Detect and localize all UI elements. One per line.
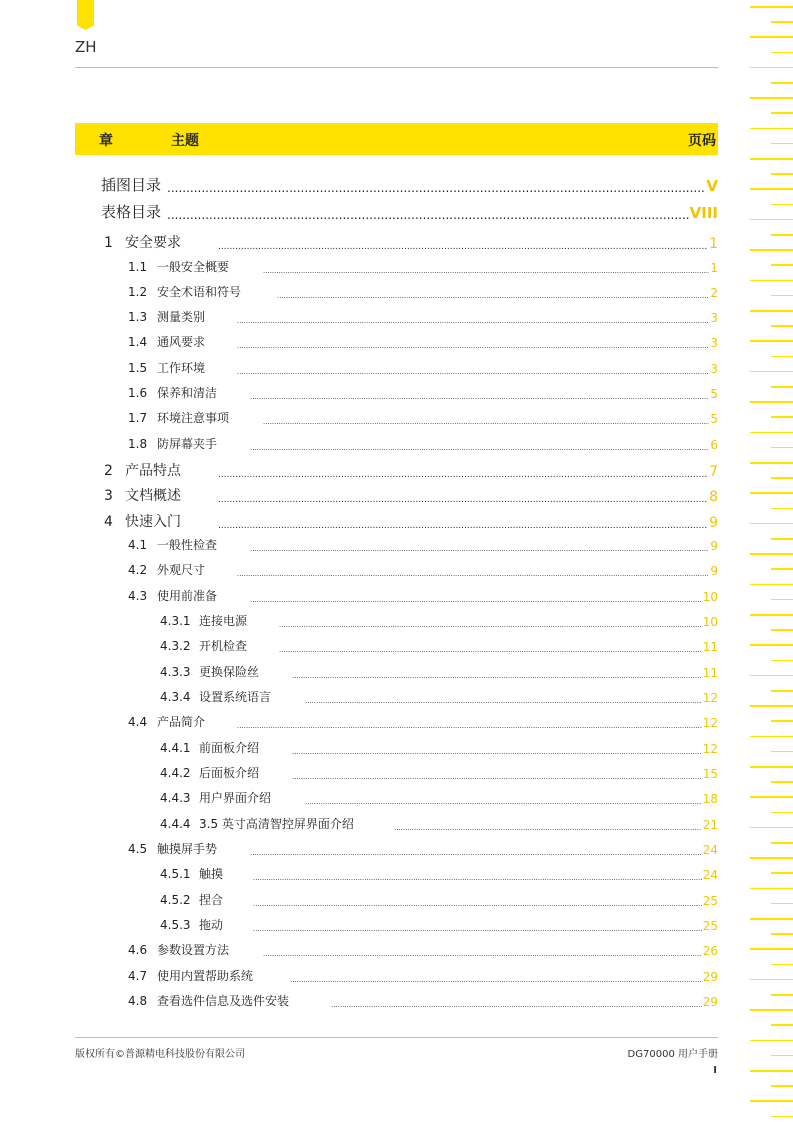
toc-entry-page: 24 xyxy=(702,868,718,882)
toc-entry-title: 设置系统语言 xyxy=(199,690,272,704)
ruler-tick xyxy=(771,82,793,84)
ruler-tick xyxy=(771,264,793,266)
toc-entry-page: 5 xyxy=(710,412,718,426)
toc-chapter-entry[interactable] xyxy=(104,460,718,480)
toc-entry-title: 外观尺寸 xyxy=(157,563,206,577)
toc-leader-dots xyxy=(237,342,709,350)
toc-header-bar xyxy=(75,123,718,155)
toc-entry-number: 4.4.1 xyxy=(160,741,191,755)
toc-entry-title: 前面板介绍 xyxy=(199,741,260,755)
toc-entry-page: 9 xyxy=(710,564,718,578)
toc-entry-number: 4.3.2 xyxy=(160,639,191,653)
toc-section-entry[interactable] xyxy=(128,435,718,452)
toc-entry-title: 连接电源 xyxy=(199,614,248,628)
ruler-tick xyxy=(771,690,793,692)
toc-entry-page: VIII xyxy=(689,204,718,222)
ruler-tick xyxy=(750,219,793,221)
toc-header-page: 页码 xyxy=(688,133,716,149)
toc-section-entry[interactable] xyxy=(128,941,718,958)
ruler-tick xyxy=(771,173,793,175)
toc-section-entry[interactable] xyxy=(128,587,718,604)
toc-subsection-entry[interactable] xyxy=(160,916,718,933)
toc-entry-title: 防屏幕夹手 xyxy=(157,437,218,451)
toc-entry-title: 产品特点 xyxy=(125,463,181,479)
ruler-tick xyxy=(750,188,793,190)
toc-leader-dots xyxy=(250,393,709,401)
ruler-tick xyxy=(750,340,793,342)
toc-chapter-entry[interactable] xyxy=(104,511,718,531)
toc-entry-title: 表格目录 xyxy=(101,203,162,221)
toc-entry-number: 4.5.1 xyxy=(160,867,191,881)
toc-leader-dots xyxy=(237,570,709,578)
ruler-tick xyxy=(750,523,793,525)
toc-entry-page: 25 xyxy=(702,894,718,908)
toc-entry-title: 查看选件信息及选件安装 xyxy=(157,994,290,1008)
toc-section-entry[interactable] xyxy=(128,258,718,275)
toc-entry-title: 测量类别 xyxy=(157,310,206,324)
toc-entry-title: 捏合 xyxy=(199,893,224,907)
toc-subsection-entry[interactable] xyxy=(160,865,718,882)
ruler-tick xyxy=(750,6,793,8)
toc-entry-page: 12 xyxy=(702,742,718,756)
toc-subsection-entry[interactable] xyxy=(160,688,718,705)
ruler-tick xyxy=(771,143,793,145)
toc-section-entry[interactable] xyxy=(128,713,718,730)
toc-entry-number: 4.4 xyxy=(128,715,148,729)
toc-entry-page: 24 xyxy=(702,843,718,857)
toc-leader-dots xyxy=(167,208,689,222)
toc-entry-page: 9 xyxy=(710,539,718,553)
toc-leader-dots xyxy=(250,545,709,553)
toc-entry-number: 4.5 xyxy=(128,842,148,856)
toc-section-entry[interactable] xyxy=(128,409,718,426)
ruler-tick xyxy=(771,629,793,631)
ruler-tick xyxy=(771,1024,793,1026)
toc-entry-page: 6 xyxy=(710,438,718,452)
ruler-tick xyxy=(750,128,793,130)
toc-section-entry[interactable] xyxy=(128,992,718,1009)
toc-entry-title: 参数设置方法 xyxy=(157,943,230,957)
toc-entry-title: 环境注意事项 xyxy=(157,411,230,425)
ruler-tick xyxy=(771,1116,793,1118)
ruler-tick xyxy=(750,432,793,434)
toc-leader-dots xyxy=(331,1001,702,1009)
toc-entry-page: 10 xyxy=(702,615,718,629)
edge-ruler-decoration xyxy=(750,0,793,1122)
ruler-tick xyxy=(750,584,793,586)
toc-leader-dots xyxy=(263,267,709,275)
ruler-tick xyxy=(750,462,793,464)
toc-section-entry[interactable] xyxy=(128,536,718,553)
toc-leader-dots xyxy=(218,521,708,531)
toc-leader-dots xyxy=(250,849,702,857)
toc-subsection-entry[interactable] xyxy=(160,789,718,806)
toc-entry-title: 开机检查 xyxy=(199,639,248,653)
toc-subsection-entry[interactable] xyxy=(160,815,718,832)
toc-entry-number: 4.5.3 xyxy=(160,918,191,932)
ruler-tick xyxy=(750,310,793,312)
toc-entry-page: 5 xyxy=(710,387,718,401)
toc-leader-dots xyxy=(277,292,709,300)
bottom-divider xyxy=(75,1037,718,1038)
toc-entry-page: 29 xyxy=(702,970,718,984)
ruler-tick xyxy=(771,52,793,54)
toc-entry-page: 26 xyxy=(702,944,718,958)
toc-entry-title: 安全要求 xyxy=(125,235,181,251)
toc-entry-number: 4.8 xyxy=(128,994,148,1008)
toc-entry-title: 拖动 xyxy=(199,918,224,932)
toc-entry-number: 4.5.2 xyxy=(160,893,191,907)
toc-entry-page: 8 xyxy=(709,489,718,505)
toc-front-entry[interactable] xyxy=(101,201,718,222)
toc-entry-title: 使用内置帮助系统 xyxy=(157,969,254,983)
ruler-tick xyxy=(771,112,793,114)
toc-entry-page: 7 xyxy=(709,464,718,480)
ruler-tick xyxy=(771,477,793,479)
toc-entry-number: 1.3 xyxy=(128,310,148,324)
ruler-tick xyxy=(750,857,793,859)
toc-entry-title: 触摸屏手势 xyxy=(157,842,218,856)
footer-page-number: I xyxy=(713,1065,717,1076)
ruler-tick xyxy=(750,401,793,403)
toc-entry-title: 保养和清洁 xyxy=(157,386,218,400)
ruler-tick xyxy=(771,447,793,449)
ruler-tick xyxy=(750,371,793,373)
toc-subsection-entry[interactable] xyxy=(160,637,718,654)
toc-entry-title: 后面板介绍 xyxy=(199,766,260,780)
ruler-tick xyxy=(750,97,793,99)
ruler-tick xyxy=(771,994,793,996)
toc-entry-number: 1.1 xyxy=(128,260,148,274)
toc-entry-title: 用户界面介绍 xyxy=(199,791,272,805)
toc-subsection-entry[interactable] xyxy=(160,612,718,629)
toc-leader-dots xyxy=(290,976,702,984)
ruler-tick xyxy=(750,766,793,768)
ruler-tick xyxy=(750,1040,793,1042)
ruler-tick xyxy=(750,918,793,920)
toc-entry-title: 一般安全概要 xyxy=(157,260,230,274)
ruler-tick xyxy=(750,705,793,707)
ruler-tick xyxy=(750,948,793,950)
toc-section-entry[interactable] xyxy=(128,308,718,325)
ruler-tick xyxy=(750,67,793,69)
toc-entry-number: 1.8 xyxy=(128,437,148,451)
toc-entry-number: 4.3.3 xyxy=(160,665,191,679)
toc-entry-title: 安全术语和符号 xyxy=(157,285,242,299)
ruler-tick xyxy=(750,796,793,798)
toc-chapter-entry[interactable] xyxy=(104,485,718,505)
toc-entry-page: 25 xyxy=(702,919,718,933)
top-divider xyxy=(75,67,718,68)
ruler-tick xyxy=(750,158,793,160)
toc-entry-number: 4.2 xyxy=(128,563,148,577)
toc-entry-number: 4.7 xyxy=(128,969,148,983)
ruler-tick xyxy=(771,568,793,570)
toc-section-entry[interactable] xyxy=(128,333,718,350)
ruler-tick xyxy=(771,234,793,236)
ruler-tick xyxy=(771,204,793,206)
toc-entry-title: 文档概述 xyxy=(125,488,181,504)
toc-entry-title: 触摸 xyxy=(199,867,224,881)
ruler-tick xyxy=(771,416,793,418)
ruler-tick xyxy=(771,1055,793,1057)
language-label: ZH xyxy=(75,38,97,56)
toc-subsection-entry[interactable] xyxy=(160,891,718,908)
toc-entry-page: 12 xyxy=(702,716,718,730)
footer-manual-title: DG70000 用户手册 xyxy=(627,1049,718,1060)
toc-leader-dots xyxy=(279,621,702,629)
ruler-tick xyxy=(750,1100,793,1102)
ruler-tick xyxy=(750,553,793,555)
ruler-tick xyxy=(771,356,793,358)
toc-entry-number: 1.7 xyxy=(128,411,148,425)
toc-section-entry[interactable] xyxy=(128,384,718,401)
toc-leader-dots xyxy=(292,748,702,756)
ruler-tick xyxy=(771,660,793,662)
toc-section-entry[interactable] xyxy=(128,840,718,857)
toc-leader-dots xyxy=(237,317,709,325)
toc-leader-dots xyxy=(263,950,702,958)
toc-entry-number: 2 xyxy=(104,463,113,479)
toc-section-entry[interactable] xyxy=(128,359,718,376)
toc-entry-title: 插图目录 xyxy=(101,176,162,194)
toc-leader-dots xyxy=(253,925,702,933)
ruler-tick xyxy=(750,492,793,494)
toc-leader-dots xyxy=(263,418,709,426)
toc-leader-dots xyxy=(292,773,702,781)
toc-chapter-entry[interactable] xyxy=(104,232,718,252)
toc-leader-dots xyxy=(237,722,702,730)
toc-entry-number: 1.6 xyxy=(128,386,148,400)
ruler-tick xyxy=(750,827,793,829)
toc-entry-number: 4.1 xyxy=(128,538,148,552)
toc-entry-title: 产品简介 xyxy=(157,715,206,729)
toc-entry-number: 4.3.4 xyxy=(160,690,191,704)
toc-entry-page: 9 xyxy=(709,515,718,531)
ruler-tick xyxy=(750,979,793,981)
toc-entry-number: 4.4.4 xyxy=(160,817,191,831)
toc-leader-dots xyxy=(218,495,708,505)
ruler-tick xyxy=(750,614,793,616)
ruler-tick xyxy=(771,1085,793,1087)
toc-section-entry[interactable] xyxy=(128,283,718,300)
toc-leader-dots xyxy=(218,470,708,480)
toc-header-chapter: 章 xyxy=(99,133,113,149)
toc-entry-page: 11 xyxy=(702,666,718,680)
toc-leader-dots xyxy=(394,824,702,832)
toc-leader-dots xyxy=(250,444,709,452)
toc-entry-number: 1.5 xyxy=(128,361,148,375)
ruler-tick xyxy=(771,903,793,905)
ruler-tick xyxy=(771,538,793,540)
toc-leader-dots xyxy=(237,368,709,376)
ruler-tick xyxy=(771,720,793,722)
toc-section-entry[interactable] xyxy=(128,561,718,578)
ruler-tick xyxy=(750,736,793,738)
toc-entry-page: 21 xyxy=(702,818,718,832)
ruler-tick xyxy=(750,249,793,251)
ruler-tick xyxy=(771,295,793,297)
toc-entry-page: 29 xyxy=(702,995,718,1009)
footer-copyright: 版权所有©普源精电科技股份有限公司 xyxy=(75,1049,245,1060)
ruler-tick xyxy=(771,842,793,844)
toc-leader-dots xyxy=(250,596,702,604)
ruler-tick xyxy=(771,386,793,388)
toc-entry-page: 11 xyxy=(702,640,718,654)
toc-entry-title: 3.5 英寸高清智控屏界面介绍 xyxy=(199,817,354,831)
toc-entry-page: 15 xyxy=(702,767,718,781)
ruler-tick xyxy=(771,812,793,814)
toc-entry-page: 1 xyxy=(709,236,718,252)
toc-leader-dots xyxy=(279,646,702,654)
toc-entry-number: 4.4.2 xyxy=(160,766,191,780)
toc-entry-page: 1 xyxy=(710,261,718,275)
toc-leader-dots xyxy=(218,242,708,252)
toc-entry-number: 1.4 xyxy=(128,335,148,349)
toc-front-entry[interactable] xyxy=(101,174,718,195)
ruler-tick xyxy=(750,36,793,38)
ruler-tick xyxy=(750,1009,793,1011)
ruler-tick xyxy=(771,781,793,783)
ruler-tick xyxy=(750,644,793,646)
ruler-tick xyxy=(771,508,793,510)
toc-leader-dots xyxy=(167,181,705,195)
toc-leader-dots xyxy=(292,672,702,680)
ruler-tick xyxy=(750,1070,793,1072)
toc-entry-title: 更换保险丝 xyxy=(199,665,260,679)
toc-header-topic: 主题 xyxy=(171,133,199,149)
toc-entry-page: 10 xyxy=(702,590,718,604)
ruler-tick xyxy=(771,964,793,966)
yellow-tab-decoration xyxy=(77,0,94,30)
toc-subsection-entry[interactable] xyxy=(160,663,718,680)
toc-entry-title: 通风要求 xyxy=(157,335,206,349)
toc-leader-dots xyxy=(253,900,702,908)
ruler-tick xyxy=(750,888,793,890)
ruler-tick xyxy=(771,21,793,23)
ruler-tick xyxy=(771,599,793,601)
toc-entry-number: 4.3.1 xyxy=(160,614,191,628)
toc-entry-title: 快速入门 xyxy=(125,514,181,530)
toc-entry-number: 1 xyxy=(104,235,113,251)
toc-entry-page: 3 xyxy=(710,311,718,325)
toc-section-entry[interactable] xyxy=(128,967,718,984)
toc-entry-page: 12 xyxy=(702,691,718,705)
toc-entry-page: 3 xyxy=(710,336,718,350)
toc-entry-page: 18 xyxy=(702,792,718,806)
toc-entry-number: 4 xyxy=(104,514,113,530)
toc-subsection-entry[interactable] xyxy=(160,764,718,781)
toc-entry-page: 2 xyxy=(710,286,718,300)
toc-entry-title: 工作环境 xyxy=(157,361,206,375)
toc-entry-page: V xyxy=(706,177,718,195)
ruler-tick xyxy=(771,751,793,753)
ruler-tick xyxy=(750,675,793,677)
toc-leader-dots xyxy=(305,798,702,806)
toc-entry-number: 4.6 xyxy=(128,943,148,957)
toc-entry-number: 4.4.3 xyxy=(160,791,191,805)
ruler-tick xyxy=(750,280,793,282)
ruler-tick xyxy=(771,325,793,327)
toc-entry-number: 1.2 xyxy=(128,285,148,299)
toc-leader-dots xyxy=(253,874,702,882)
toc-entry-number: 3 xyxy=(104,488,113,504)
toc-subsection-entry[interactable] xyxy=(160,739,718,756)
ruler-tick xyxy=(771,933,793,935)
toc-entry-number: 4.3 xyxy=(128,589,148,603)
toc-entry-page: 3 xyxy=(710,362,718,376)
toc-entry-title: 使用前准备 xyxy=(157,589,218,603)
toc-leader-dots xyxy=(305,697,702,705)
toc-entry-title: 一般性检查 xyxy=(157,538,218,552)
ruler-tick xyxy=(771,872,793,874)
